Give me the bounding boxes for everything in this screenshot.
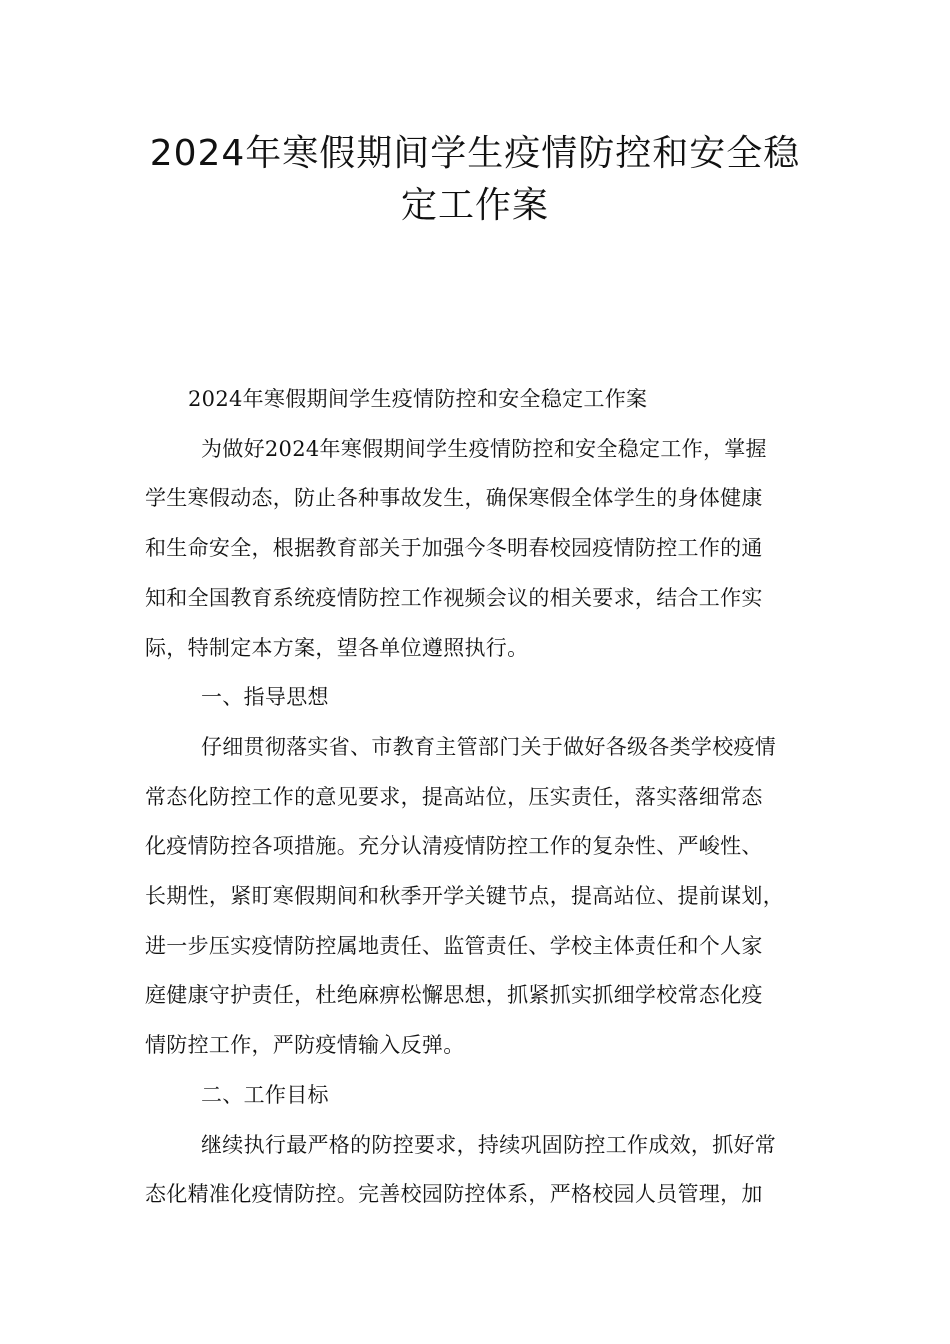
title-line-1: 2024年寒假期间学生疫情防控和安全稳 xyxy=(149,133,801,174)
text-line: 进一步压实疫情防控属地责任、监管责任、学校主体责任和个人家 xyxy=(145,933,763,958)
section-heading-guiding-thought: 一、指导思想 xyxy=(201,685,329,710)
title-line-2: 定工作案 xyxy=(400,185,549,226)
intro-paragraph xyxy=(145,425,815,674)
text-line: 仔细贯彻落实省、市教育主管部门关于做好各级各类学校疫情 xyxy=(201,734,777,759)
section-heading-work-goals: 二、工作目标 xyxy=(201,1082,329,1107)
document-title xyxy=(120,128,830,232)
section2-paragraph xyxy=(145,1121,815,1220)
text-line: 庭健康守护责任，杜绝麻痹松懈思想，抓紧抓实抓细学校常态化疫 xyxy=(145,983,763,1008)
section1-paragraph xyxy=(145,723,815,1071)
text-line: 和生命安全，根据教育部关于加强今冬明春校园疫情防控工作的通 xyxy=(145,536,763,561)
document-body xyxy=(145,375,815,1220)
text-line: 长期性，紧盯寒假期间和秋季开学关键节点，提高站位、提前谋划， xyxy=(145,884,784,909)
text-line: 态化精准化疫情防控。完善校园防控体系，严格校园人员管理，加 xyxy=(145,1182,763,1207)
text-line: 为做好2024年寒假期间学生疫情防控和安全稳定工作，掌握 xyxy=(201,436,767,461)
text-line: 继续执行最严格的防控要求，持续巩固防控工作成效，抓好常 xyxy=(201,1132,777,1157)
text-line: 际，特制定本方案，望各单位遵照执行。 xyxy=(145,635,529,660)
text-line: 学生寒假动态，防止各种事故发生，确保寒假全体学生的身体健康 xyxy=(145,486,763,511)
text-line: 情防控工作，严防疫情输入反弹。 xyxy=(145,1033,465,1058)
document-subtitle: 2024年寒假期间学生疫情防控和安全稳定工作案 xyxy=(188,387,648,411)
text-line: 常态化防控工作的意见要求，提高站位，压实责任，落实落细常态 xyxy=(145,784,763,809)
text-line: 知和全国教育系统疫情防控工作视频会议的相关要求，结合工作实 xyxy=(145,585,763,610)
text-line: 化疫情防控各项措施。充分认清疫情防控工作的复杂性、严峻性、 xyxy=(145,834,763,859)
